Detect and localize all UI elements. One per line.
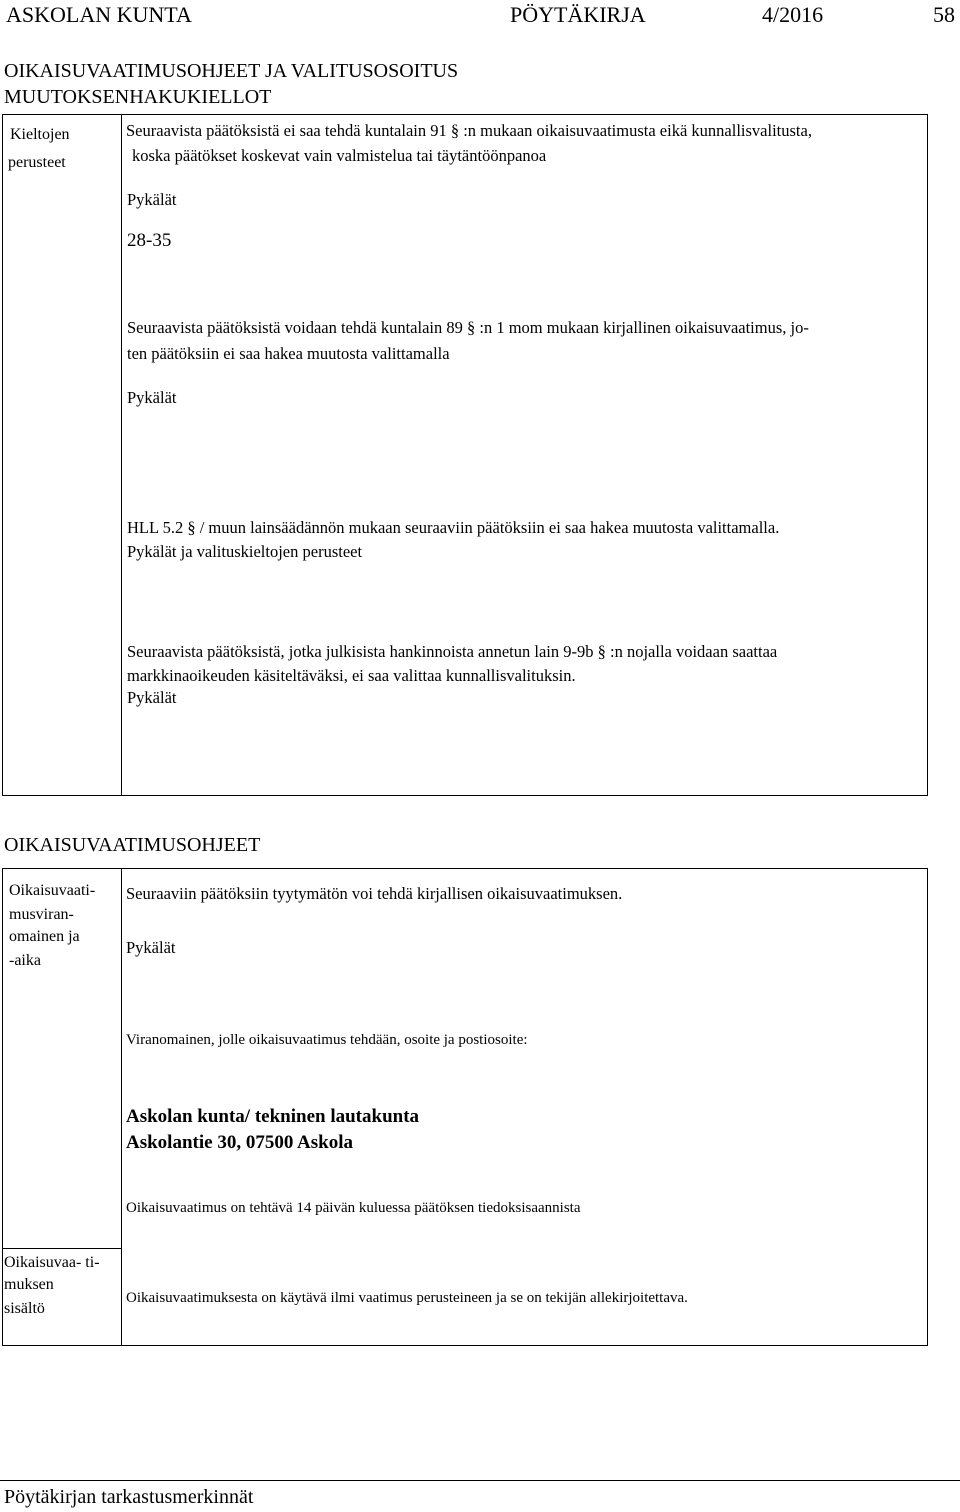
pykalat-label-1: Pykälät <box>127 190 177 209</box>
side-label2-line3: omainen ja <box>9 928 80 945</box>
sec2-para1: Seuraaviin päätöksiin tyytymätön voi tehdä kirjallisen oikaisuvaatimuksen. <box>126 884 623 903</box>
pykalat-label-4: Pykälät <box>127 688 177 707</box>
pykalat-value-1: 28-35 <box>127 230 172 251</box>
authority-address: Askolantie 30, 07500 Askola <box>126 1132 353 1153</box>
section1-title-line1: OIKAISUVAATIMUSOHJEET JA VALITUSOSOITUS <box>4 60 459 82</box>
side-label3-line2: muksen <box>4 1276 54 1293</box>
side-label-perusteet: perusteet <box>8 154 66 171</box>
para4-line1: Seuraavista päätöksistä, jotka julkisista hankinnoista annetun lain 9-9b § :n nojalla voidaan saattaa <box>127 642 778 661</box>
sec2-pykalat: Pykälät <box>126 938 176 957</box>
footer-rule <box>0 1480 960 1481</box>
side-label2-line4: -aika <box>9 952 41 969</box>
para1-line2: koska päätökset koskevat vain valmistelua tai täytäntöönpanoa <box>132 146 547 165</box>
side-row-divider <box>2 1248 122 1249</box>
sec2-para4: Oikaisuvaatimuksesta on käytävä ilmi vaatimus perusteineen ja se on tekijän allekirjoitettava. <box>126 1290 688 1306</box>
para2-line1: Seuraavista päätöksistä voidaan tehdä kuntalain 89 § :n 1 mom mukaan kirjallinen oikaisuvaatimus, jo- <box>127 318 809 337</box>
para1-line1: Seuraavista päätöksistä ei saa tehdä kuntalain 91 § :n mukaan oikaisuvaatimusta eikä kunnallisvalitusta, <box>126 121 812 140</box>
side-label3-line3: sisältö <box>4 1300 45 1317</box>
para3-line2: Pykälät ja valituskieltojen perusteet <box>127 542 363 561</box>
para4-line2: markkinaoikeuden käsiteltäväksi, ei saa valittaa kunnallisvalituksin. <box>127 666 576 685</box>
section2-title: OIKAISUVAATIMUSOHJEET <box>4 834 261 856</box>
sec2-para2: Viranomainen, jolle oikaisuvaatimus tehdään, osoite ja postiosoite: <box>126 1032 528 1048</box>
section1-title-line2: MUUTOKSENHAKUKIELLOT <box>4 86 272 108</box>
header-org: ASKOLAN KUNTA <box>6 2 192 27</box>
side-label2-line2: musviran- <box>9 906 74 923</box>
footer-label: Pöytäkirjan tarkastusmerkinnät <box>4 1486 254 1508</box>
header-page-number: 58 <box>933 2 955 27</box>
para2-line2: ten päätöksiin ei saa hakea muutosta valittamalla <box>127 344 450 363</box>
side-label-kieltojen: Kieltojen <box>10 126 70 143</box>
header-doc-type: PÖYTÄKIRJA <box>510 2 646 27</box>
side-label3-line1: Oikaisuvaa- ti- <box>4 1254 100 1271</box>
header-number: 4/2016 <box>762 2 824 27</box>
authority-name: Askolan kunta/ tekninen lautakunta <box>126 1106 420 1127</box>
section1-divider <box>121 114 122 796</box>
section2-divider <box>121 868 122 1346</box>
para3-line1: HLL 5.2 § / muun lainsäädännön mukaan seuraaviin päätöksiin ei saa hakea muutosta valittamalla. <box>127 518 780 537</box>
sec2-para3: Oikaisuvaatimus on tehtävä 14 päivän kuluessa päätöksen tiedoksisaannista <box>126 1200 581 1216</box>
side-label2-line1: Oikaisuvaati- <box>9 882 96 899</box>
pykalat-label-2: Pykälät <box>127 388 177 407</box>
